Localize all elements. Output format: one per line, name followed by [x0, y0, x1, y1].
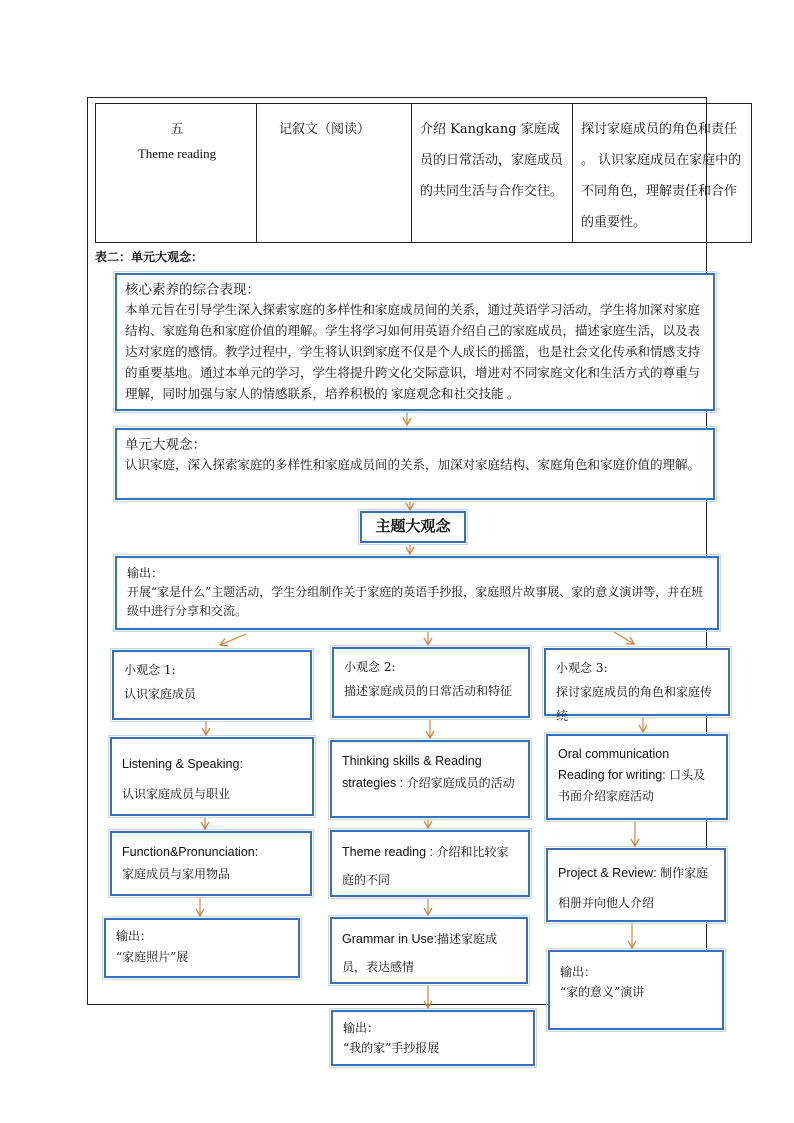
arrow-output-to-col3	[614, 632, 634, 644]
theme-idea-title: 主题大观念	[360, 511, 466, 543]
core-literacy-body: 本单元旨在引导学生深入探索家庭的多样性和家庭成员间的关系，通过英语学习活动，学生将加深对家庭结构、家庭角色和家庭价值的理解。学生将学习如何用英语介绍自己的家庭成员，描述家庭生活，以及表达对家庭的感情。教学过程中，学生将认识到家庭不仅是个人成长的摇篮，也是社会文化传承和情感支持的重要基地。通过本单元的学习，学生将提升跨文化交际意识，增进对不同家庭文化和生活方式的尊重与理解，同时加强与家人的情感联系，培养积极的 家庭观念和社交技能 。	[125, 303, 701, 401]
col3-output-body: “家的意义”演讲	[560, 985, 645, 999]
arrow-output-to-col1	[220, 634, 246, 645]
lesson-type: Theme reading	[137, 146, 217, 161]
sub-idea-1-body: 认识家庭成员	[124, 687, 197, 701]
col3-output-title: 输出：	[560, 965, 597, 979]
lesson-number: 五	[170, 122, 184, 137]
col2-step2-en: Theme reading :	[342, 845, 437, 859]
col1-output-title: 输出：	[116, 929, 153, 943]
col3-step1-zh: 口头及书面介绍家庭活动	[558, 768, 706, 803]
col3-step2-zh: 制作家庭相册并向他人介绍	[558, 866, 709, 910]
col3-step1-en: Oral communication Reading for writing:	[558, 747, 670, 782]
col2-step3-zh: 描述家庭成员，表达感情	[342, 932, 498, 974]
col2-output-title: 输出：	[343, 1021, 380, 1035]
col1-step1-zh: 认识家庭成员与职业	[122, 787, 231, 801]
col1-step2-en: Function&Pronunciation:	[122, 845, 259, 859]
sub-idea-1-title: 小观念 1:	[124, 663, 176, 677]
col2-step2-zh: 介绍和比较家庭的不同	[342, 845, 509, 887]
col2-output-body: “我的家”手抄报展	[343, 1041, 440, 1055]
core-literacy-title: 核心素养的综合表现：	[125, 282, 260, 297]
col3-step2-en: Project & Review:	[558, 866, 661, 880]
genre-cell: 记叙文（阅读）	[257, 104, 412, 243]
content-cell: 介绍 Kangkang 家庭成员的日常活动，家庭成员的共同生活与合作交往。	[412, 104, 573, 243]
table-caption: 表二：单元大观念：	[95, 250, 204, 264]
sub-idea-3-title: 小观念 3:	[556, 661, 608, 675]
col1-step1-en: Listening & Speaking:	[122, 757, 243, 771]
goal-cell: 探讨家庭成员的角色和责任 。 认识家庭成员在家庭中的不同角色，理解责任和合作的重要性。	[573, 104, 752, 243]
col2-step1-en: Thinking skills & Reading strategies :	[342, 754, 482, 790]
col1-output-body: “家庭照片”展	[116, 950, 189, 964]
unit-idea-title: 单元大观念：	[125, 437, 206, 452]
main-output-title: 输出：	[127, 566, 164, 580]
sub-idea-2-body: 描述家庭成员的日常活动和特征	[344, 684, 513, 698]
unit-idea-body: 认识家庭，深入探索家庭的多样性和家庭成员间的关系，加深对家庭结构、家庭角色和家庭价值的理解。	[125, 458, 701, 472]
col2-step1-zh: 介绍家庭成员的活动	[406, 776, 515, 790]
col2-step3-en: Grammar in Use:	[342, 932, 438, 946]
main-output-body: 开展“家是什么”主题活动，学生分组制作关于家庭的英语手抄报，家庭照片故事展、家的意义演讲等，并在班级中进行分享和交流。	[127, 585, 704, 618]
sub-idea-2-title: 小观念 2:	[344, 660, 396, 674]
sub-idea-3-body: 探讨家庭成员的角色和家庭传统	[556, 685, 713, 723]
col1-step2-zh: 家庭成员与家用物品	[122, 867, 231, 881]
